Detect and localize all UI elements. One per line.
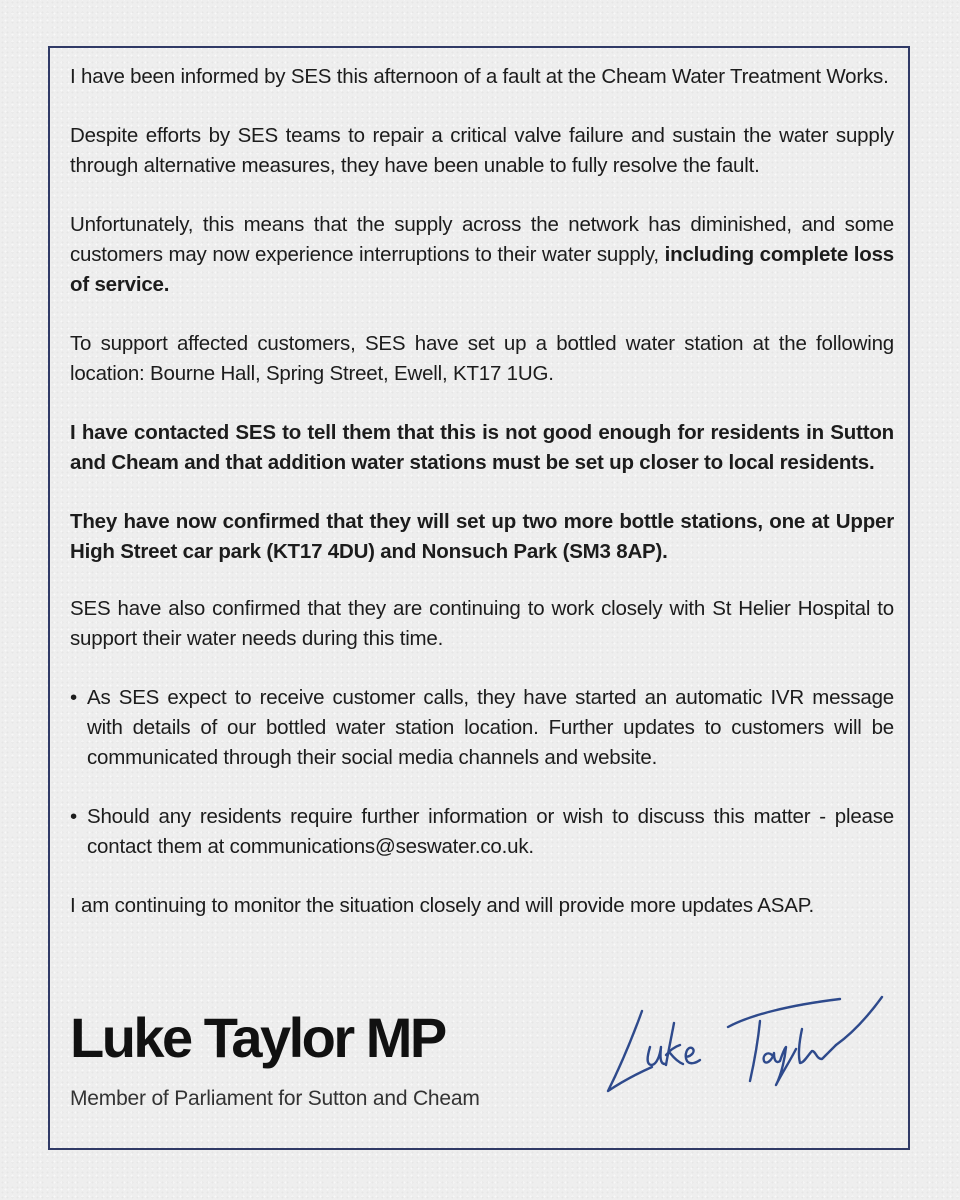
paragraph-additional-stations: They have now confirmed that they will set up two more bottle stations, one at Upper High Street car park (KT17 4DU) and Nonsuch Park (SM3 8AP). [70, 510, 894, 563]
signatory-role: Member of Parliament for Sutton and Cheam [70, 1087, 480, 1110]
signature-icon [600, 985, 890, 1105]
paragraph-fault-notice: I have been informed by SES this afternoon of a fault at the Cheam Water Treatment Works. [70, 65, 889, 88]
bullet-list [70, 683, 894, 862]
complete-loss-text: including complete loss of service. [70, 243, 894, 296]
paragraph-contacted-ses: I have contacted SES to tell them that this is not good enough for residents in Sutton and Cheam and that addition water stations must be set up closer to local residents. [70, 421, 894, 474]
paragraph-supply-diminished [70, 210, 894, 300]
paragraph-hospital-support: SES have also confirmed that they are continuing to work closely with St Helier Hospital to support their water needs during this time. [70, 597, 894, 650]
bullet-text-contact: Should any residents require further information or wish to discuss this matter - please contact them at communications@seswater.co.uk. [87, 805, 894, 858]
bullet-text-ivr: As SES expect to receive customer calls, they have started an automatic IVR message with details of our bottled water station location. Further updates to customers will be communicated through their social media channels and website. [87, 686, 894, 769]
paragraph-bottled-water-station: To support affected customers, SES have set up a bottled water station at the following location: Bourne Hall, Spring Street, Ewell, KT17 1UG. [70, 332, 894, 385]
signoff-block [70, 1006, 480, 1113]
letter-body [70, 62, 894, 950]
bullet-icon: • [70, 686, 77, 709]
list-item [70, 802, 894, 862]
paragraph-repair-efforts: Despite efforts by SES teams to repair a critical valve failure and sustain the water supply through alternative measures, they have been unable to fully resolve the fault. [70, 124, 894, 177]
list-item [70, 683, 894, 773]
paragraph-closing: I am continuing to monitor the situation closely and will provide more updates ASAP. [70, 894, 815, 917]
bullet-icon: • [70, 805, 77, 828]
supply-diminished-text: Unfortunately, this means that the supply across the network has diminished, and some customers may now experience interruptions to their water supply, [70, 213, 894, 266]
signatory-name: Luke Taylor MP [70, 1006, 445, 1069]
